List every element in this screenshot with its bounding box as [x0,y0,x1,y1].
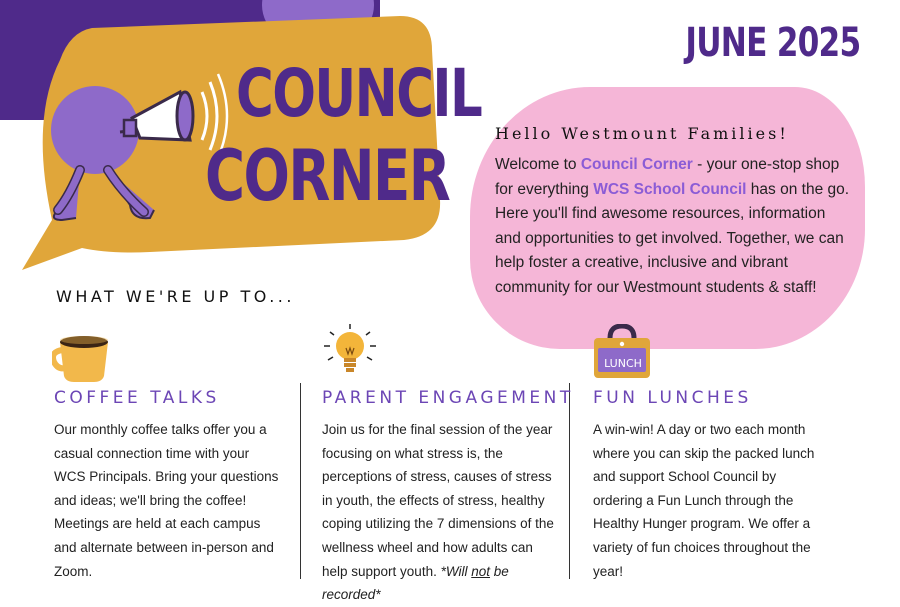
lunchbox-icon [592,324,652,380]
coffee-talks-text: Our monthly coffee talks offer you a casual connection time with your WCS Principals. Bring your questions and ideas; we'll bring the coffee! Meetings are held at each campus and alternate between in-person and Zoom. [54,422,279,579]
welcome-text-part3: has on the go. Here you'll find awesome resources, information and opportunities to get involved. Together, we can help foster a creative, inclusive and vibrant community for our Westmount students & staff! [495,180,850,296]
welcome-heading: Hello Westmount Families! [495,124,789,143]
recording-note-emphasis: not [471,563,491,579]
parent-engagement-body: Join us for the final session of the year focusing on what stress is, the perceptions of stress, causes of stress in youth, the effects of stress, healthy coping utilizing the 7 dimensions of the wellness wheel and how adults can help support youth. [322,422,554,579]
lightbulb-icon [322,322,378,380]
lunchbox-label: LUNCH [604,357,642,370]
parent-engagement-title: PARENT ENGAGEMENT [322,388,574,408]
welcome-text [495,153,855,300]
wcs-council-highlight: WCS School Council [593,180,747,198]
section-heading: WHAT WE'RE UP TO... [56,287,295,306]
recording-note-post: be recorded* [322,563,509,603]
coffee-talks-title: COFFEE TALKS [54,388,220,408]
masthead-title-line2: CORNER [205,135,450,217]
megaphone-character-icon [40,70,230,230]
recording-note-pre: *Will [440,563,472,579]
fun-lunches-title: FUN LUNCHES [593,388,752,408]
column-divider [569,383,570,579]
coffee-cup-icon [52,330,116,382]
fun-lunches-text: A win-win! A day or two each month where you can skip the packed lunch and support School Council by ordering a Fun Lunch through the Healthy Hunger program. We offer a variety of fun choices throughout the year! [593,422,815,579]
welcome-intro: Welcome to [495,156,581,173]
council-corner-highlight: Council Corner [580,156,693,173]
column-divider [300,383,301,579]
issue-date: JUNE 2025 [684,20,860,66]
parent-engagement-text [322,418,557,607]
welcome-text-part2: - your one-stop shop for everything [495,156,840,198]
masthead-title-line1: COUNCIL [236,55,482,132]
